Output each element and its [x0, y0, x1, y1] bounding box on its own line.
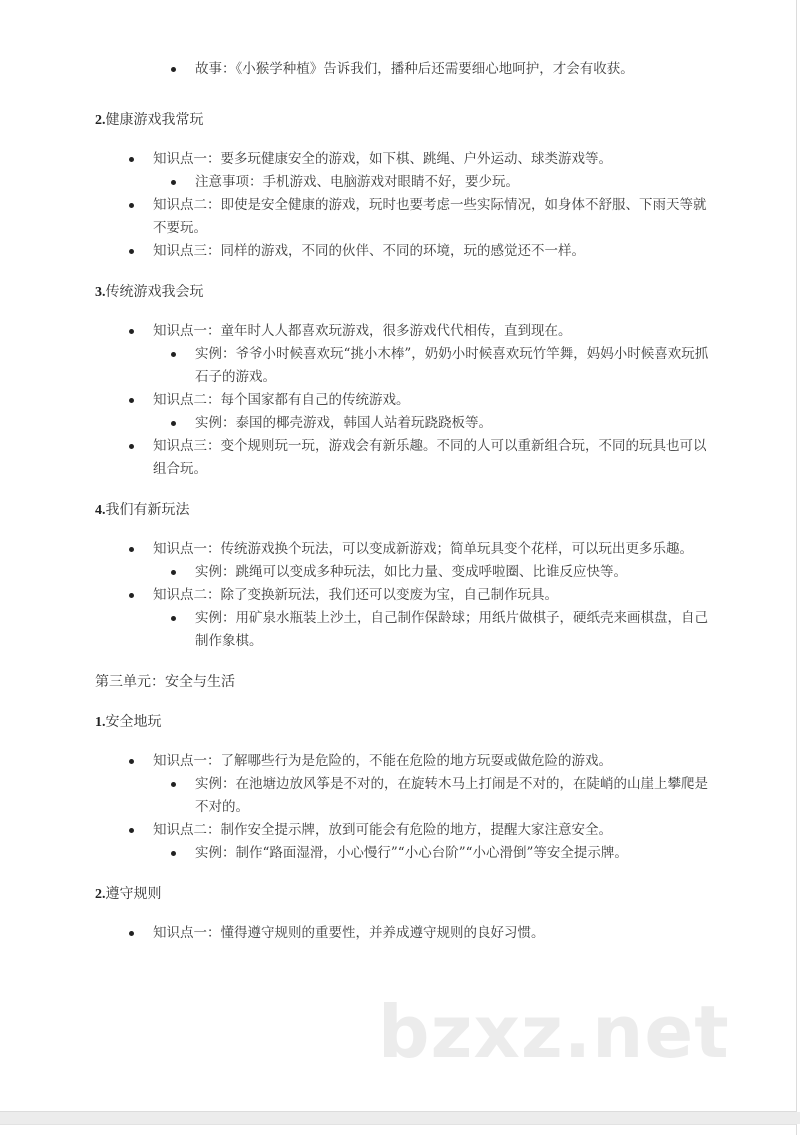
section-number: 1.: [95, 715, 106, 730]
sub-list-item: 实例：泰国的椰壳游戏，韩国人站着玩跷跷板等。: [95, 412, 715, 435]
section-title: 遵守规则: [105, 886, 162, 902]
section-heading: [95, 109, 715, 132]
list-item: 知识点一：了解哪些行为是危险的，不能在危险的地方玩耍或做危险的游戏。: [95, 750, 715, 773]
section-number: 4.: [95, 503, 106, 518]
sub-list-item: 注意事项：手机游戏、电脑游戏对眼睛不好，要少玩。: [95, 171, 715, 194]
intro-list: [95, 58, 715, 81]
section-number: 2.: [95, 887, 106, 902]
list-item: 知识点三：变个规则玩一玩，游戏会有新乐趣。不同的人可以重新组合玩，不同的玩具也可以组合玩。: [95, 435, 715, 481]
section-title: 我们有新玩法: [105, 502, 190, 518]
list-item: 知识点二：制作安全提示牌，放到可能会有危险的地方，提醒大家注意安全。: [95, 819, 715, 842]
page-separator: [0, 1112, 800, 1124]
section-number: 2.: [95, 113, 106, 128]
section-title: 传统游戏我会玩: [105, 284, 204, 300]
list-item: 知识点一：童年时人人都喜欢玩游戏，很多游戏代代相传，直到现在。: [95, 320, 715, 343]
section-number: 3.: [95, 285, 106, 300]
list-item: 知识点二：即使是安全健康的游戏，玩时也要考虑一些实际情况，如身体不舒服、下雨天等就不要玩。: [95, 194, 715, 240]
section-list: [95, 148, 715, 263]
sub-list-item: 实例：在池塘边放风筝是不对的，在旋转木马上打闹是不对的，在陡峭的山崖上攀爬是不对的。: [95, 773, 715, 819]
section-heading: [95, 711, 715, 734]
sub-list-item: 实例：跳绳可以变成多种玩法，如比力量、变成呼啦圈、比谁反应快等。: [95, 561, 715, 584]
section-list: [95, 320, 715, 481]
watermark: bzxz.net: [378, 990, 730, 1074]
document-content: [95, 58, 715, 945]
list-item: 知识点二：除了变换新玩法，我们还可以变废为宝，自己制作玩具。: [95, 584, 715, 607]
section-title: 安全地玩: [105, 714, 162, 730]
section-heading: [95, 281, 715, 304]
list-item: 知识点二：每个国家都有自己的传统游戏。: [95, 389, 715, 412]
section-heading: [95, 883, 715, 906]
sub-list-item: 实例：爷爷小时候喜欢玩“挑小木棒”，奶奶小时候喜欢玩竹竿舞，妈妈小时候喜欢玩抓石子的游戏。: [95, 343, 715, 389]
list-item: 知识点一：传统游戏换个玩法，可以变成新游戏；简单玩具变个花样，可以玩出更多乐趣。: [95, 538, 715, 561]
unit-title: 第三单元：安全与生活: [95, 674, 235, 690]
list-item: 知识点一：要多玩健康安全的游戏，如下棋、跳绳、户外运动、球类游戏等。: [95, 148, 715, 171]
section-title: 健康游戏我常玩: [105, 112, 204, 128]
next-page-edge: [0, 1124, 797, 1135]
section-list: [95, 750, 715, 865]
section-list: [95, 538, 715, 653]
sub-list-item: 实例：用矿泉水瓶装上沙土，自己制作保龄球；用纸片做棋子，硬纸壳来画棋盘，自己制作象棋。: [95, 607, 715, 653]
list-item: 知识点一：懂得遵守规则的重要性，并养成遵守规则的良好习惯。: [95, 922, 715, 945]
list-item: 知识点三：同样的游戏，不同的伙伴、不同的环境，玩的感觉还不一样。: [95, 240, 715, 263]
sub-list-item: 实例：制作“路面湿滑，小心慢行”“小心台阶”“小心滑倒”等安全提示牌。: [95, 842, 715, 865]
section-heading: [95, 499, 715, 522]
list-item: 故事：《小猴学种植》告诉我们，播种后还需要细心地呵护，才会有收获。: [95, 58, 715, 81]
section-list: [95, 922, 715, 945]
